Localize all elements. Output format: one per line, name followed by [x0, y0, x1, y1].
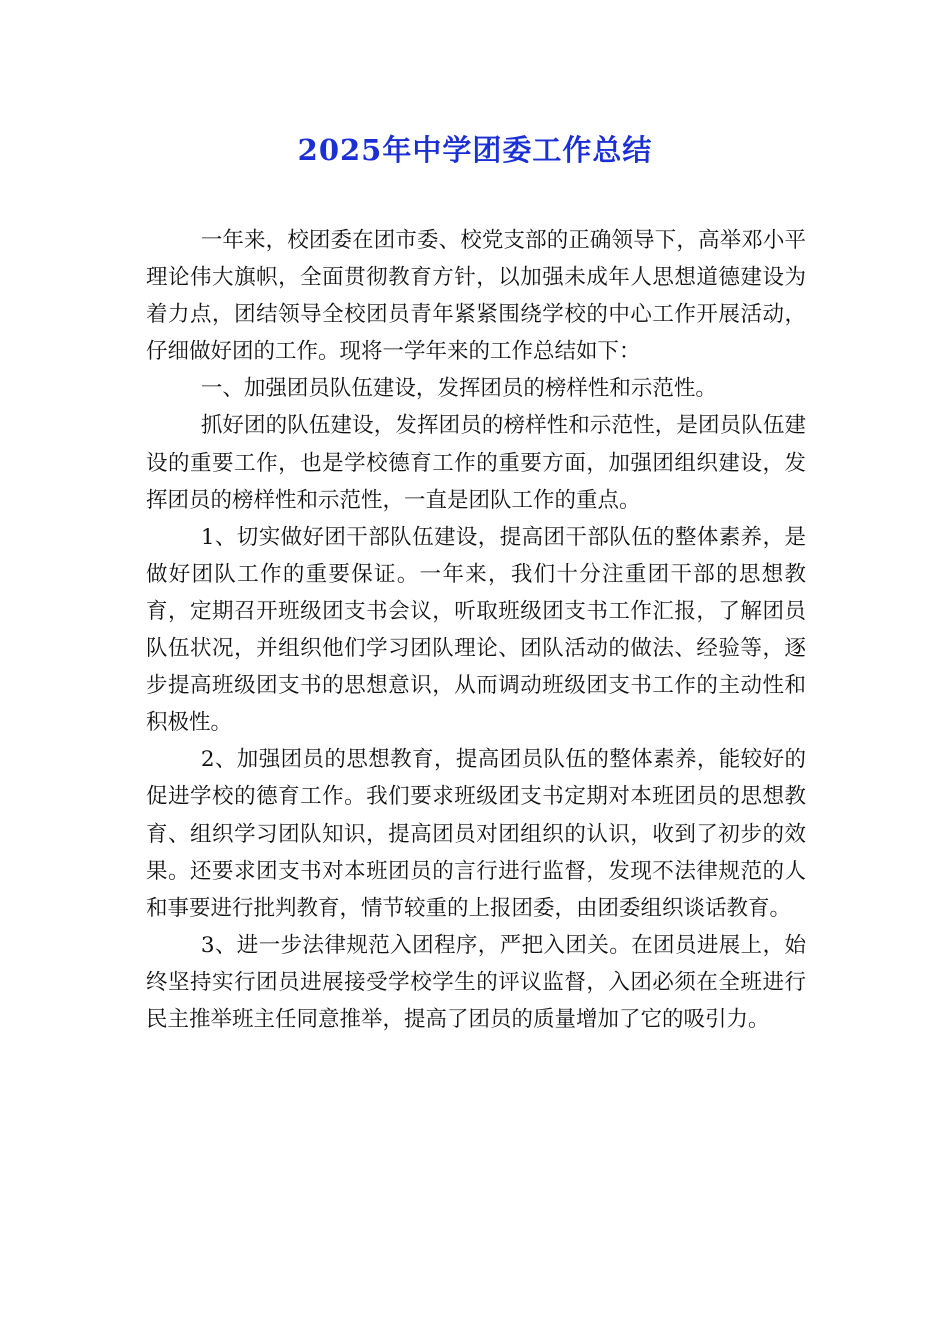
paragraph-intro: 一年来，校团委在团市委、校党支部的正确领导下，高举邓小平理论伟大旗帜，全面贯彻教育方针，以加强未成年人思想道德建设为着力点，团结领导全校团员青年紧紧围绕学校的中心工作开展活动，仔细做好团的工作。现将一学年来的工作总结如下： — [146, 228, 806, 365]
paragraph-item-2: 2、加强团员的思想教育，提高团员队伍的整体素养，能较好的促进学校的德育工作。我们要求班级团支书定期对本班团员的思想教育、组织学习团队知识，提高团员对团组织的认识，收到了初步的效果。还要求团支书对本班团员的言行进行监督，发现不法律规范的人和事要进行批判教育，情节较重的上报团委，由团委组织谈话教育。 — [146, 747, 806, 921]
paragraph-item-1: 1、切实做好团干部队伍建设，提高团干部队伍的整体素养，是做好团队工作的重要保证。一年来，我们十分注重团干部的思想教育，定期召开班级团支书会议，听取班级团支书工作汇报，了解团员队伍状况，并组织他们学习团队理论、团队活动的做法、经验等，逐步提高班级团支书的思想意识，从而调动班级团支书工作的主动性和积极性。 — [146, 524, 806, 736]
document-body — [146, 222, 806, 1038]
document-title: 2025年中学团委工作总结 — [297, 133, 653, 167]
section-heading-1: 一、加强团员队伍建设，发挥团员的榜样性和示范性。 — [200, 376, 717, 402]
paragraph-section-1: 抓好团的队伍建设，发挥团员的榜样性和示范性，是团员队伍建设的重要工作，也是学校德育工作的重要方面，加强团组织建设，发挥团员的榜样性和示范性，一直是团队工作的重点。 — [146, 413, 806, 513]
paragraph-item-3: 3、进一步法律规范入团程序，严把入团关。在团员进展上，始终坚持实行团员进展接受学校学生的评议监督，入团必须在全班进行民主推举班主任同意推举，提高了团员的质量增加了它的吸引力。 — [146, 932, 806, 1032]
